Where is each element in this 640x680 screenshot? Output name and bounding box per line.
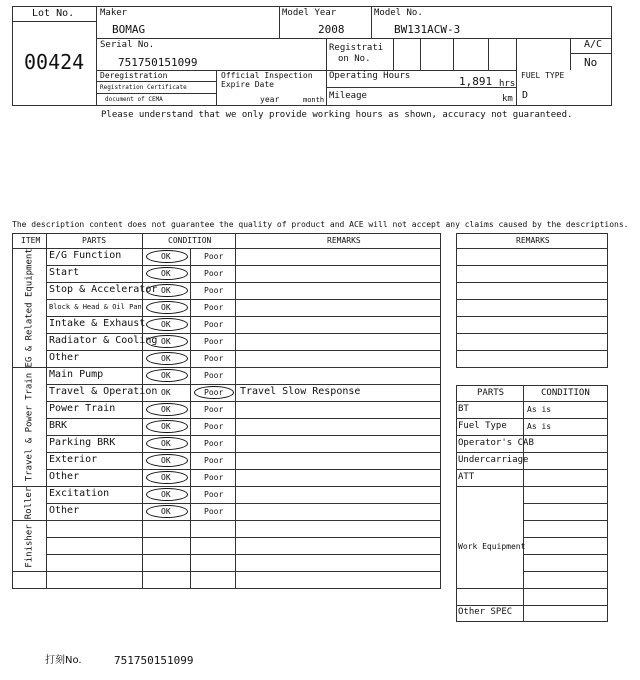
ok-selected-circle [146, 505, 188, 518]
km-unit: km [502, 94, 513, 104]
poor-option[interactable]: Poor [204, 422, 224, 431]
row-divider [46, 435, 441, 436]
lot-label: Lot No. [32, 8, 75, 19]
poor-option[interactable]: Poor [204, 337, 224, 346]
condition-header: CONDITION [541, 388, 590, 398]
remarks-panel-frame [456, 233, 608, 368]
group-divider [12, 367, 441, 368]
poor-option[interactable]: Poor [204, 473, 224, 482]
poor-option[interactable]: Poor [204, 252, 224, 261]
row-divider [46, 503, 441, 504]
row-divider [46, 316, 441, 317]
serial-value: 751750151099 [118, 56, 198, 69]
col-parts-header: PARTS [82, 236, 107, 245]
right-part-label: Fuel Type [458, 421, 507, 431]
poor-option[interactable]: Poor [204, 507, 224, 516]
month-label: month [303, 96, 325, 104]
right-part-label: BT [458, 404, 469, 414]
ok-option[interactable]: OK [161, 320, 171, 329]
ok-option[interactable]: OK [161, 439, 171, 448]
ac-label: A/C [584, 39, 603, 50]
remarks-line [456, 282, 608, 283]
ok-selected-circle [146, 352, 188, 365]
model-no-label: Model No. [374, 8, 423, 18]
model-no-value: BW131ACW-3 [394, 23, 461, 36]
ac-value: No [584, 56, 598, 69]
row-divider [46, 384, 441, 385]
ok-selected-circle [146, 488, 188, 501]
condition-line [523, 571, 608, 572]
part-label: Intake & Exhaust [49, 318, 146, 329]
part-label: Start [49, 267, 80, 278]
condition-line [523, 503, 608, 504]
ok-selected-circle [146, 437, 188, 450]
remarks-line [456, 265, 608, 266]
ok-selected-circle [146, 318, 188, 331]
group-divider [12, 571, 441, 572]
poor-option[interactable]: Poor [204, 490, 224, 499]
part-label: Block & Head & Oil Pan [49, 303, 142, 311]
part-label: E/G Function [49, 250, 122, 261]
col-condition-header: CONDITION [168, 236, 212, 245]
right-part-label: Undercarriage [458, 455, 529, 465]
row-divider [46, 554, 441, 555]
other-spec-label: Other SPEC [458, 607, 513, 617]
cema-label: document of CEMA [105, 96, 163, 103]
poor-option[interactable]: Poor [204, 405, 224, 414]
part-label: Stop & Accelerator [49, 284, 158, 295]
other-spec-divider [456, 605, 523, 606]
ok-selected-circle [146, 403, 188, 416]
ok-option[interactable]: OK [161, 337, 171, 346]
remarks-line [456, 350, 608, 351]
ok-option[interactable]: OK [161, 303, 171, 312]
lot-number: 00424 [24, 50, 85, 74]
poor-option[interactable]: Poor [204, 286, 224, 295]
remarks-line [456, 333, 608, 334]
part-label: Excitation [49, 488, 110, 499]
registration-label-2: on No. [338, 54, 371, 64]
remarks-line [456, 299, 608, 300]
serial-label: Serial No. [100, 40, 155, 50]
work-equipment-label: Work Equipment [458, 542, 526, 551]
part-label: Other [49, 352, 80, 363]
maker-label: Maker [100, 8, 128, 18]
parts-row-divider [456, 418, 608, 419]
condition-line [523, 554, 608, 555]
ok-selected-circle [146, 471, 188, 484]
poor-option[interactable]: Poor [204, 388, 224, 397]
ok-selected-circle [146, 250, 188, 263]
ok-selected-circle [146, 420, 188, 433]
hours-note: Please understand that we only provide working hours as shown, accuracy not guaranteed. [101, 110, 573, 120]
model-year-value: 2008 [318, 23, 345, 36]
ok-option[interactable]: OK [161, 354, 171, 363]
fuel-type-value: D [522, 90, 529, 101]
group-label: Travel & Power Train [24, 372, 34, 481]
remarks-panel-header: REMARKS [516, 236, 550, 245]
hrs-unit: hrs [499, 79, 516, 89]
operating-hours-value: 1,891 [459, 75, 493, 88]
parts-row-divider [456, 452, 608, 453]
parts-header: PARTS [477, 388, 505, 398]
ok-selected-circle [146, 301, 188, 314]
part-label: BRK [49, 420, 68, 431]
parts-row-divider [456, 486, 608, 487]
poor-option[interactable]: Poor [204, 269, 224, 278]
group-label: Finisher [24, 523, 34, 568]
poor-option[interactable]: Poor [204, 320, 224, 329]
ok-option[interactable]: OK [161, 456, 171, 465]
poor-option[interactable]: Poor [204, 303, 224, 312]
condition-line [523, 605, 608, 606]
row-divider [46, 452, 441, 453]
group-label: Roller [24, 486, 34, 520]
poor-option[interactable]: Poor [204, 439, 224, 448]
year-label: year [260, 95, 280, 104]
part-label: Other [49, 505, 80, 516]
part-label: Main Pump [49, 369, 104, 380]
row-divider [46, 333, 441, 334]
work-equipment-divider [456, 588, 523, 589]
ok-selected-circle [146, 267, 188, 280]
row-divider [46, 537, 441, 538]
right-part-label: Operator's CAB [458, 438, 534, 448]
parts-header-divider [456, 401, 608, 402]
poor-option[interactable]: Poor [204, 354, 224, 363]
condition-line [523, 537, 608, 538]
ok-option[interactable]: OK [161, 371, 171, 380]
row-divider [46, 265, 441, 266]
ok-option[interactable]: OK [161, 507, 171, 516]
registration-cert-label: Registration Certificate [100, 84, 187, 91]
parts-row-divider [456, 435, 608, 436]
ok-selected-circle [146, 454, 188, 467]
part-label: Other [49, 471, 80, 482]
row-divider [46, 469, 441, 470]
group-divider [12, 520, 441, 521]
ok-selected-circle [146, 369, 188, 382]
col-remarks-header: REMARKS [327, 236, 361, 245]
row-divider [46, 282, 441, 283]
row-divider [46, 418, 441, 419]
ok-option[interactable]: OK [161, 422, 171, 431]
ok-option[interactable]: OK [161, 252, 171, 261]
poor-option[interactable]: Poor [204, 371, 224, 380]
right-condition-value: As is [527, 405, 552, 414]
deregistration-label: Deregistration [100, 71, 168, 80]
ok-option[interactable]: OK [161, 269, 171, 278]
ok-option[interactable]: OK [161, 405, 171, 414]
poor-selected-circle [194, 386, 234, 399]
ok-selected-circle [146, 284, 188, 297]
maker-value: BOMAG [112, 23, 146, 36]
group-divider [12, 486, 441, 487]
ok-option[interactable]: OK [161, 473, 171, 482]
mileage-label: Mileage [329, 91, 367, 101]
fuel-type-label: FUEL TYPE [521, 71, 565, 80]
condition-line [523, 520, 608, 521]
row-divider [46, 299, 441, 300]
condition-line [523, 588, 608, 589]
remark-text: Travel Slow Response [240, 386, 361, 397]
operating-hours-label: Operating Hours [329, 71, 411, 81]
ok-option[interactable]: OK [161, 490, 171, 499]
ok-option[interactable]: OK [161, 286, 171, 295]
poor-option[interactable]: Poor [204, 456, 224, 465]
ok-option[interactable]: OK [161, 388, 171, 397]
part-label: Radiator & Cooling [49, 335, 158, 346]
part-label: Parking BRK [49, 437, 116, 448]
right-part-label: ATT [458, 472, 475, 482]
part-label: Power Train [49, 403, 116, 414]
part-label: Travel & Operation [49, 386, 158, 397]
official-inspection-label: Official Inspection [221, 71, 313, 80]
right-condition-value: As is [527, 422, 552, 431]
part-label: Exterior [49, 454, 98, 465]
stamp-number-label: 打刻No. [45, 655, 82, 666]
registration-label-1: Registrati [329, 43, 384, 53]
remarks-line [456, 316, 608, 317]
stamp-number-value: 751750151099 [114, 654, 194, 667]
ok-selected-circle [146, 335, 188, 348]
group-label: EG & Related Equipment [24, 247, 34, 367]
disclaimer: The description content does not guarantee the quality of product and ACE will not accept any claims caused by the descriptions. [12, 220, 629, 229]
expire-date-label: Expire Date [221, 80, 274, 89]
row-divider [46, 401, 441, 402]
col-item-header: ITEM [21, 236, 41, 245]
row-divider [46, 350, 441, 351]
model-year-label: Model Year [282, 8, 337, 18]
parts-row-divider [456, 469, 608, 470]
